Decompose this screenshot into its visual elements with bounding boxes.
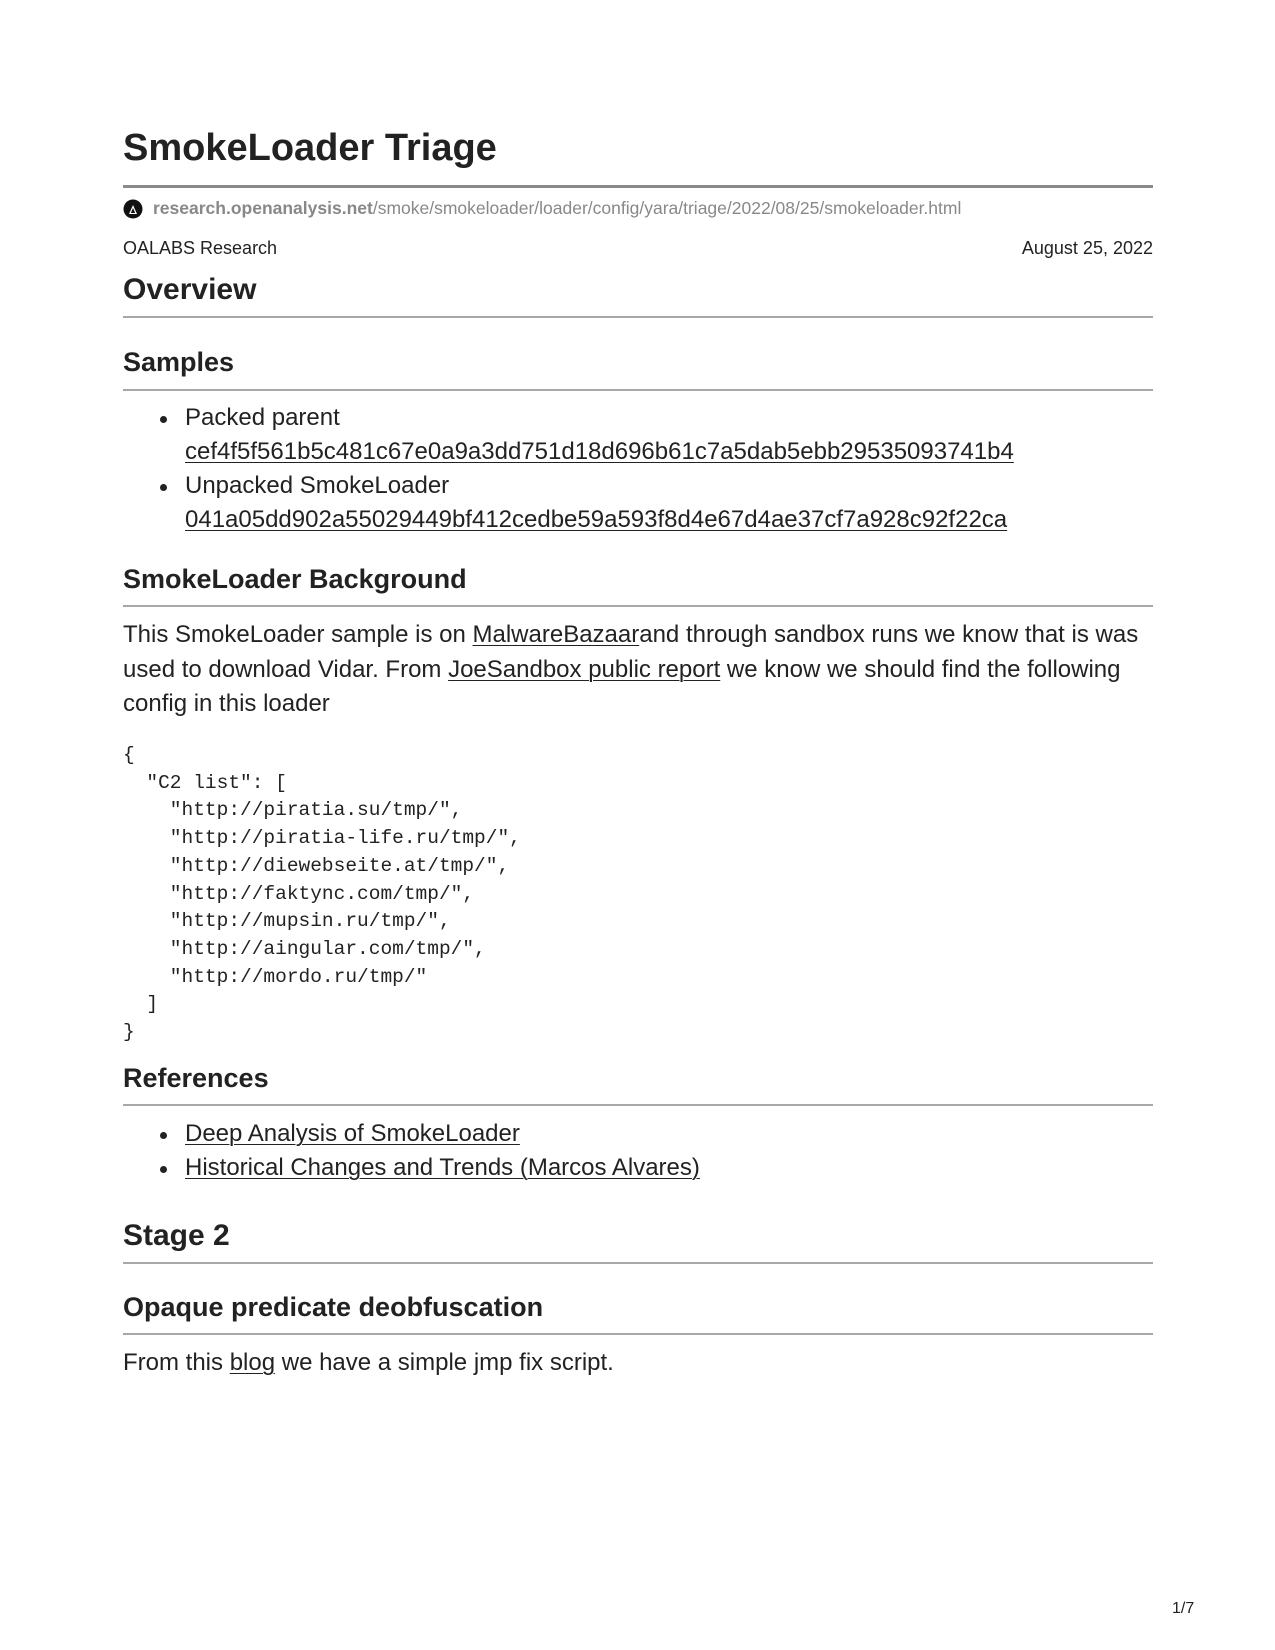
paragraph-text: From this	[123, 1349, 230, 1376]
reference-link[interactable]: Historical Changes and Trends (Marcos Alvares)	[185, 1154, 700, 1181]
list-item	[185, 1151, 700, 1185]
divider	[123, 1333, 1153, 1335]
page-number: 1/7	[1172, 1600, 1195, 1617]
joesandbox-report-link[interactable]: JoeSandbox public report	[448, 655, 721, 683]
heading-stage-2: Stage 2	[123, 1219, 230, 1252]
heading-background: SmokeLoader Background	[123, 564, 467, 594]
page-title: SmokeLoader Triage	[123, 127, 497, 169]
malwarebazaar-link[interactable]: MalwareBazaar	[472, 621, 640, 648]
config-code-block: { "C2 list": [ "http://piratia.su/tmp/", "http://piratia-life.ru/tmp/", "http://diewebseite.at/tmp/", "http://faktync.com/tmp/", "http://mupsin.ru/tmp/", "http://aingular.com/tmp/", "http://mordo.ru/tmp/" ] }	[123, 744, 521, 1044]
title-divider	[123, 185, 1153, 188]
article-meta	[123, 238, 1153, 259]
publish-date: August 25, 2022	[1021, 238, 1153, 258]
paragraph-text: and through sandbox runs we know that is was used to download Vidar. From	[123, 621, 1139, 683]
divider	[123, 605, 1153, 607]
background-paragraph	[123, 618, 1153, 722]
sample-hash-link[interactable]: cef4f5f561b5c481c67e0a9a3dd751d18d696b61c7a5dab5ebb29535093741b4	[185, 438, 1014, 465]
paragraph-text: we know we should find the following config in this loader	[123, 655, 1121, 717]
paragraph-text: This SmokeLoader sample is on	[123, 621, 473, 648]
references-list	[123, 1117, 700, 1185]
heading-overview: Overview	[123, 273, 257, 306]
source-domain: research.openanalysis.net	[153, 198, 373, 218]
divider	[123, 1262, 1153, 1264]
heading-opaque-predicate: Opaque predicate deobfuscation	[123, 1292, 544, 1322]
paragraph-text: we have a simple jmp fix script.	[275, 1349, 614, 1376]
list-item	[185, 1117, 700, 1151]
list-item	[185, 401, 1014, 469]
divider	[123, 1104, 1153, 1106]
reference-link[interactable]: Deep Analysis of SmokeLoader	[185, 1120, 520, 1147]
list-item	[185, 469, 1014, 537]
divider	[123, 316, 1153, 318]
heading-samples: Samples	[123, 347, 235, 377]
opaque-paragraph	[123, 1346, 1153, 1381]
sample-label: Packed parent	[185, 404, 340, 431]
blog-link[interactable]: blog	[229, 1349, 276, 1376]
source-path: /smoke/smokeloader/loader/config/yara/triage/2022/08/25/smokeloader.html	[372, 198, 962, 218]
samples-list	[123, 401, 1014, 537]
sample-label: Unpacked SmokeLoader	[185, 472, 450, 499]
source-url[interactable]	[123, 198, 961, 219]
heading-references: References	[123, 1063, 269, 1093]
sample-hash-link[interactable]: 041a05dd902a55029449bf412cedbe59a593f8d4e67d4ae37cf7a928c92f22ca	[185, 506, 1008, 533]
author: OALABS Research	[123, 238, 278, 258]
divider	[123, 389, 1153, 391]
favicon-icon	[123, 199, 143, 219]
